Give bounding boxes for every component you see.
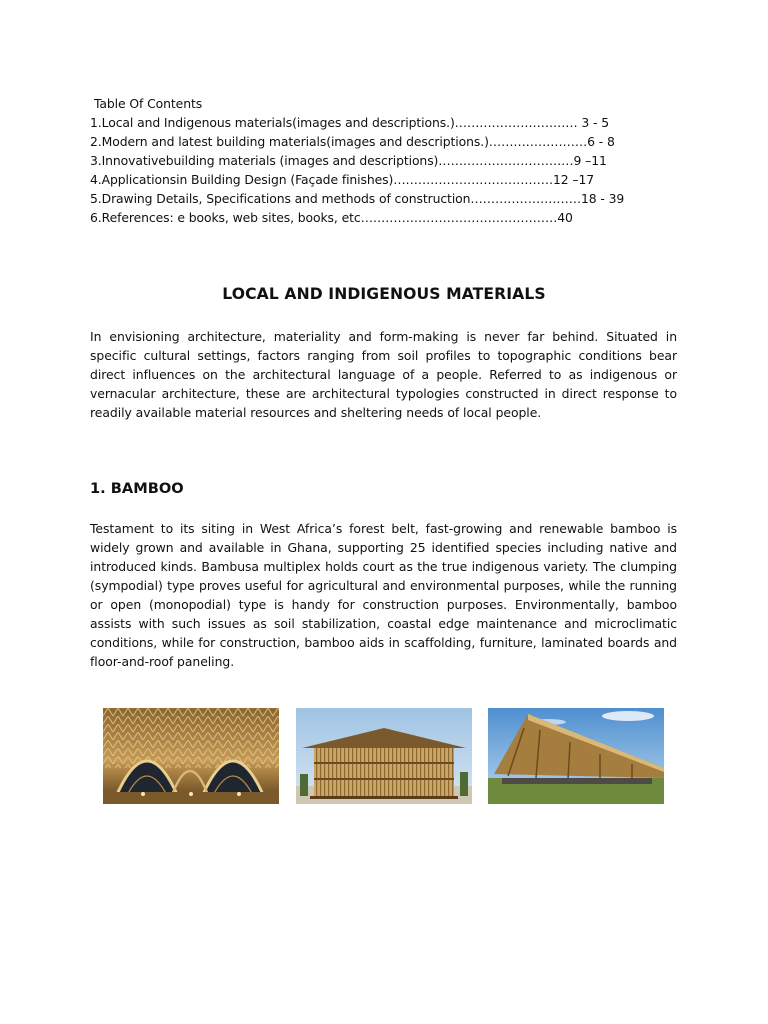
section-title: LOCAL AND INDIGENOUS MATERIALS (222, 285, 546, 303)
toc-entry: 1.Local and Indigenous materials(images and descriptions.)………………………… 3 - 5 (90, 115, 610, 130)
toc-title: Table Of Contents (94, 96, 203, 111)
toc-entry: 2.Modern and latest building materials(images and descriptions.)……………………6 - 8 (90, 134, 615, 149)
toc-entry: 3.Innovativebuilding materials (images and descriptions)……………………………9 –11 (90, 153, 607, 168)
bamboo-open-pavilion-photo (488, 708, 664, 804)
intro-paragraph: In envisioning architecture, materiality and form-making is never far behind. Situated in specific cultural settings, factors ranging from soil profiles to topographic conditions bear direct influences on the architectural language of a people. Referred to as indigenous or vernacular architecture, these are architectural typologies constructed in direct response to readily available material resources and sheltering needs of local people. (90, 329, 677, 420)
bamboo-heading: 1. BAMBOO (90, 480, 184, 497)
table-of-contents (90, 94, 690, 227)
bamboo-arched-interior-photo (103, 708, 279, 804)
toc-entry: 5.Drawing Details, Specifications and methods of construction………………………18 - 39 (90, 191, 625, 206)
bamboo-multistorey-building-photo (296, 708, 472, 804)
bamboo-description: Testament to its siting in West Africa’s forest belt, fast-growing and renewable bamboo is widely grown and available in Ghana, supporting 25 identified species including native and introduced kinds. Bambusa multiplex holds court as the true indigenous variety. The clumping (sympodial) type proves useful for agricultural and environmental purposes, while the running or open (monopodial) type is handy for construction purposes. Environmentally, bamboo assists with such issues as soil stabilization, coastal edge maintenance and microclimatic conditions, while for construction, bamboo aids in scaffolding, furniture, laminated boards and floor-and-roof paneling. (90, 521, 677, 669)
toc-entry: 4.Applicationsin Building Design (Façade finishes)…………………………………12 –17 (90, 172, 595, 187)
toc-entry: 6.References: e books, web sites, books, etc…………………………………………40 (90, 210, 573, 225)
